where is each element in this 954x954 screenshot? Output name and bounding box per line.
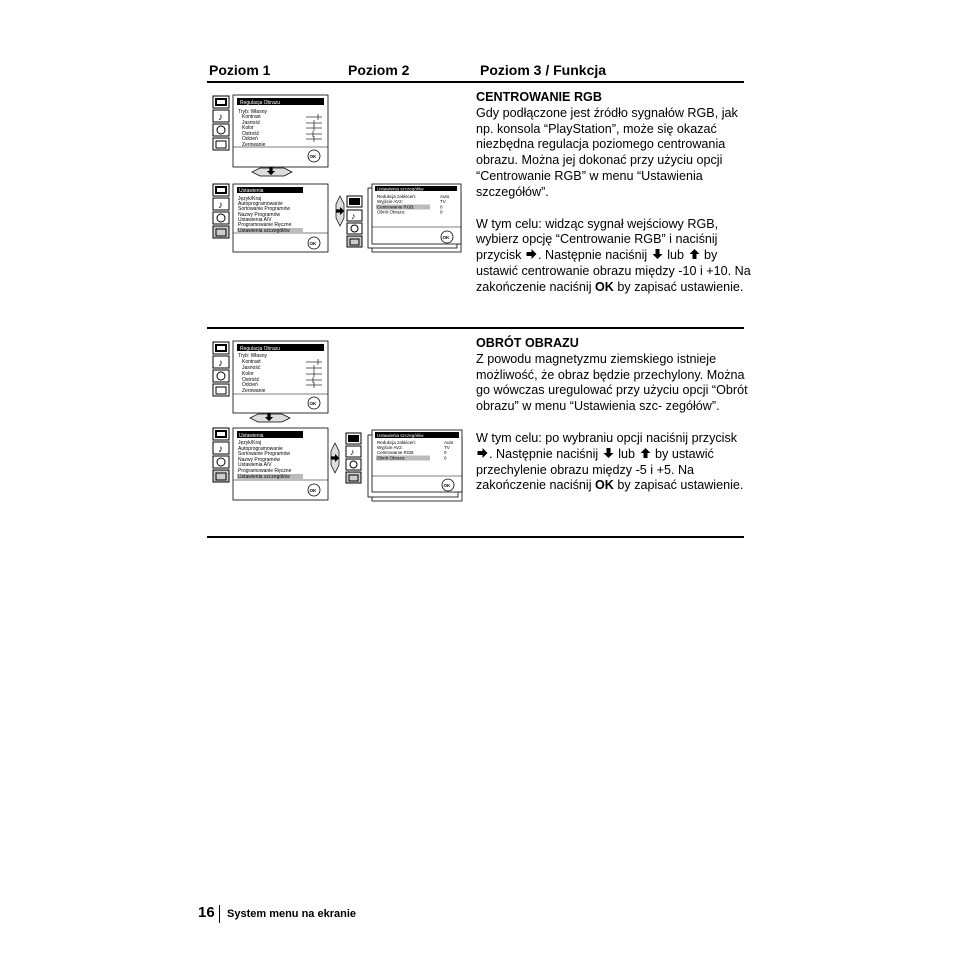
detail-item: Centrowanie RGB:: [377, 450, 415, 455]
detail-menu-title: Ustawienia szczegółów: [377, 433, 424, 438]
svg-text:♪: ♪: [218, 200, 223, 211]
paragraph: Gdy podłączone jest źródło sygnałów RGB, jak np. konsola “PlayStation”, może się okazać niezbędna regulacja poziomego centrowania obrazu. Można jej dokonać przy użyciu opcji “Centrowanie RGB” w menu “Ustawienia szczegółów”.: [476, 105, 738, 199]
setup-item: Programowanie Ręczne: [238, 222, 292, 228]
bottom-rule: [207, 536, 744, 538]
svg-text:OK: OK: [309, 401, 317, 406]
section-picture-rotation: [476, 336, 751, 494]
detail-menu-title: Ustawienia szczegółów: [377, 186, 424, 192]
header-level3: Poziom 3 / Funkcja: [480, 62, 607, 78]
svg-text:♪: ♪: [218, 358, 223, 369]
setup-item: Sortowanie Programów: [238, 451, 290, 457]
setup-item-selected: Ustawienia szczegółów: [238, 228, 290, 234]
detail-value: 0: [440, 204, 443, 210]
picture-item: Jasność: [242, 365, 261, 371]
setup-item: Nazwy Programów: [238, 457, 280, 463]
picture-item: Ostrość: [242, 377, 260, 383]
setup-item: Sortowanie Programów: [238, 206, 290, 212]
arrow-down-icon: [602, 447, 615, 459]
paragraph-instructions: W tym celu: po wybraniu opcji naciśnij przycisk . Następnie naciśnij lub by ustawić przechylenie obrazu między -5 i +5. Na zakończenie naciśnij OK by zapisać ustawienie.: [476, 430, 744, 493]
setup-item: Ustawienia A/V: [238, 462, 272, 468]
section-divider: [207, 327, 744, 329]
svg-text:OK: OK: [442, 235, 450, 240]
setup-item: Autoprogramowanie: [238, 201, 283, 207]
paragraph: Z powodu magnetyzmu ziemskiego istnieje możliwość, że obraz będzie przechylony. Można go wówczas uregulować przy użyciu opcji “Obrót obrazu” w menu “Ustawienia szc- zegółów”.: [476, 351, 748, 414]
picture-item: Kontrast: [242, 114, 261, 120]
setup-item: Ustawienia A/V: [238, 217, 272, 223]
header-level2: Poziom 2: [348, 62, 410, 78]
detail-item-selected: Centrowanie RGB:: [377, 204, 415, 210]
setup-item-selected: Ustawienia szczegółów: [238, 474, 290, 480]
header-rule: [207, 81, 744, 83]
page-number: 16: [198, 904, 215, 921]
svg-text:OK: OK: [309, 154, 317, 159]
picture-item: Zerowanie: [242, 388, 266, 394]
menu-icon-column: [213, 96, 229, 150]
svg-text:OK: OK: [443, 483, 451, 488]
detail-item: Redukcja zakłóceń:: [377, 440, 417, 445]
detail-value: Auto: [440, 194, 450, 199]
svg-text:OK: OK: [309, 488, 317, 493]
picture-item: Odcień: [242, 382, 258, 388]
arrow-right-icon: [336, 196, 344, 226]
detail-value: TV: [444, 445, 450, 450]
svg-text:♪: ♪: [351, 211, 356, 221]
arrow-down-icon: [651, 248, 664, 260]
detail-value: 0: [444, 450, 447, 455]
svg-text:OK: OK: [309, 241, 317, 246]
arrow-down-icon: [250, 413, 290, 422]
picture-item: Jasność: [242, 120, 261, 126]
arrow-right-icon: [476, 447, 489, 459]
section-rgb-centering: [476, 90, 751, 296]
detail-item: Obrót Obrazu:: [377, 209, 406, 215]
setup-menu-title: Ustawienia: [239, 188, 264, 194]
header-level1: Poziom 1: [209, 62, 271, 78]
footer-title: System menu na ekranie: [227, 908, 357, 920]
arrow-right-icon: [331, 443, 339, 473]
section-title: CENTROWANIE RGB: [476, 90, 602, 104]
setup-item: Nazwy Programów: [238, 212, 280, 218]
detail-item-selected: Obrót Obrazu:: [377, 455, 406, 461]
setup-item: Programowanie Ręczne: [238, 468, 292, 474]
picture-item: Kontrast: [242, 359, 261, 365]
arrow-down-icon: [252, 167, 292, 176]
section-title: OBRÓT OBRAZU: [476, 336, 579, 350]
picture-item: Zerowanie: [242, 142, 266, 148]
arrow-right-icon: [525, 248, 538, 260]
menu-diagram-rgb: [210, 92, 470, 254]
picture-menu-title: Regulacja Obrazu: [240, 100, 281, 106]
svg-text:♪: ♪: [218, 112, 223, 123]
picture-item: Tryb: Własny: [238, 109, 267, 115]
setup-item: Autoprogramowanie: [238, 446, 283, 452]
picture-item: Odcień: [242, 136, 258, 142]
arrow-up-icon: [688, 248, 701, 260]
arrow-up-icon: [639, 447, 652, 459]
detail-value: 0: [444, 455, 447, 461]
footer-divider: [219, 905, 220, 923]
picture-item: Kolor: [242, 125, 254, 131]
detail-item: Wyjście AV2:: [377, 199, 403, 204]
setup-item: Język/Kraj: [238, 440, 262, 446]
setup-menu-title: Ustawienia: [239, 433, 264, 439]
setup-item: Język/Kraj: [238, 196, 262, 202]
detail-value: Auto: [444, 440, 454, 445]
picture-item: Kolor: [242, 371, 254, 377]
detail-value: TV: [440, 199, 446, 204]
paragraph-instructions: W tym celu: widząc sygnał wejściowy RGB, wybierz opcję “Centrowanie RGB” i naciśnij przycisk . Następnie naciśnij lub by ustawić centrowanie obrazu między -10 i +10. Na zakończenie naciśnij OK by zapisać ustawienie.: [476, 216, 751, 294]
picture-menu-title: Regulacja Obrazu: [240, 346, 281, 352]
detail-item: Wyjście AV2:: [377, 445, 403, 450]
detail-item: Redukcja zakłóceń:: [377, 194, 417, 199]
picture-item: Ostrość: [242, 131, 260, 137]
svg-text:♪: ♪: [218, 444, 223, 455]
svg-text:♪: ♪: [350, 447, 355, 457]
menu-diagram-rotation: [210, 338, 470, 506]
detail-value: 0: [440, 209, 443, 215]
picture-item: Tryb: Własny: [238, 353, 267, 359]
